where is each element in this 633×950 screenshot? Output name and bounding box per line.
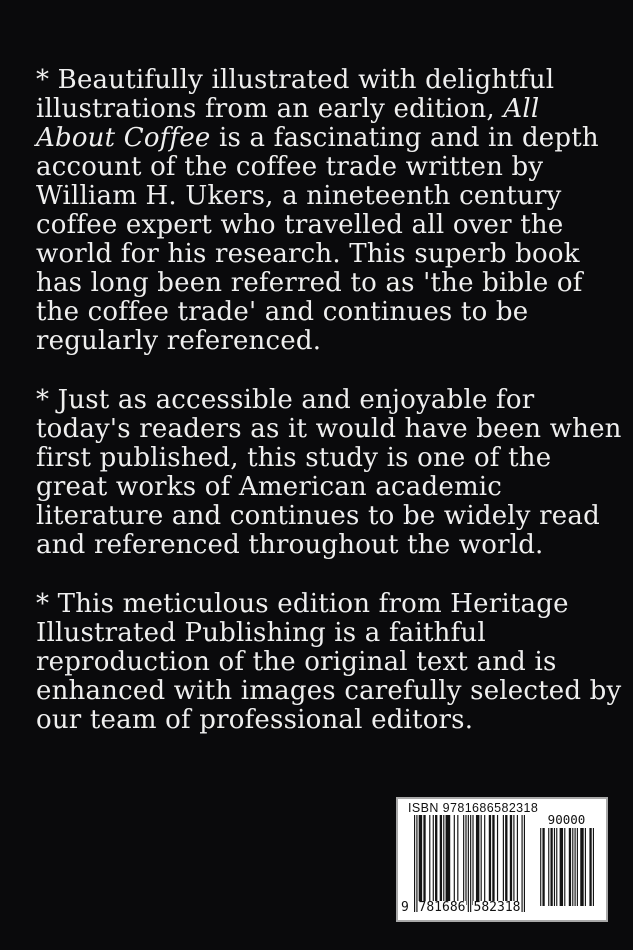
barcode-digits-group2: 582318 <box>473 900 521 915</box>
paragraph-illustrations: * Beautifully illustrated with delightful illustrations from an early edition, All About Coffee is a fascinating and in depth account of the coffee trade written by William H. Ukers, a nineteenth century coffee expert who travelled all over the world for his research. This superb book has long been referred to as 'the bible of the coffee trade' and continues to be regularly referenced. <box>36 65 599 356</box>
ean13-barcode <box>414 815 525 912</box>
ean5-addon-barcode <box>539 828 594 906</box>
barcode-digit-lead: 9 <box>401 900 409 915</box>
addon-price-code: 90000 <box>547 812 586 827</box>
paragraph-readers: * Just as accessible and enjoyable for today's readers as it would have been when first published, this study is one of the great works of American academic literature and continues to be widely read and referenced throughout the world. <box>36 385 622 560</box>
back-cover-text <box>36 65 622 765</box>
barcode-digits-group1: 781686 <box>418 900 466 915</box>
isbn-label: ISBN 9781686582318 <box>408 801 539 815</box>
paragraph-edition: * This meticulous edition from Heritage Illustrated Publishing is a faithful reproduction of the original text and is enhanced with images carefully selected by our team of professional editors. <box>36 589 622 735</box>
barcode-panel <box>396 797 608 922</box>
